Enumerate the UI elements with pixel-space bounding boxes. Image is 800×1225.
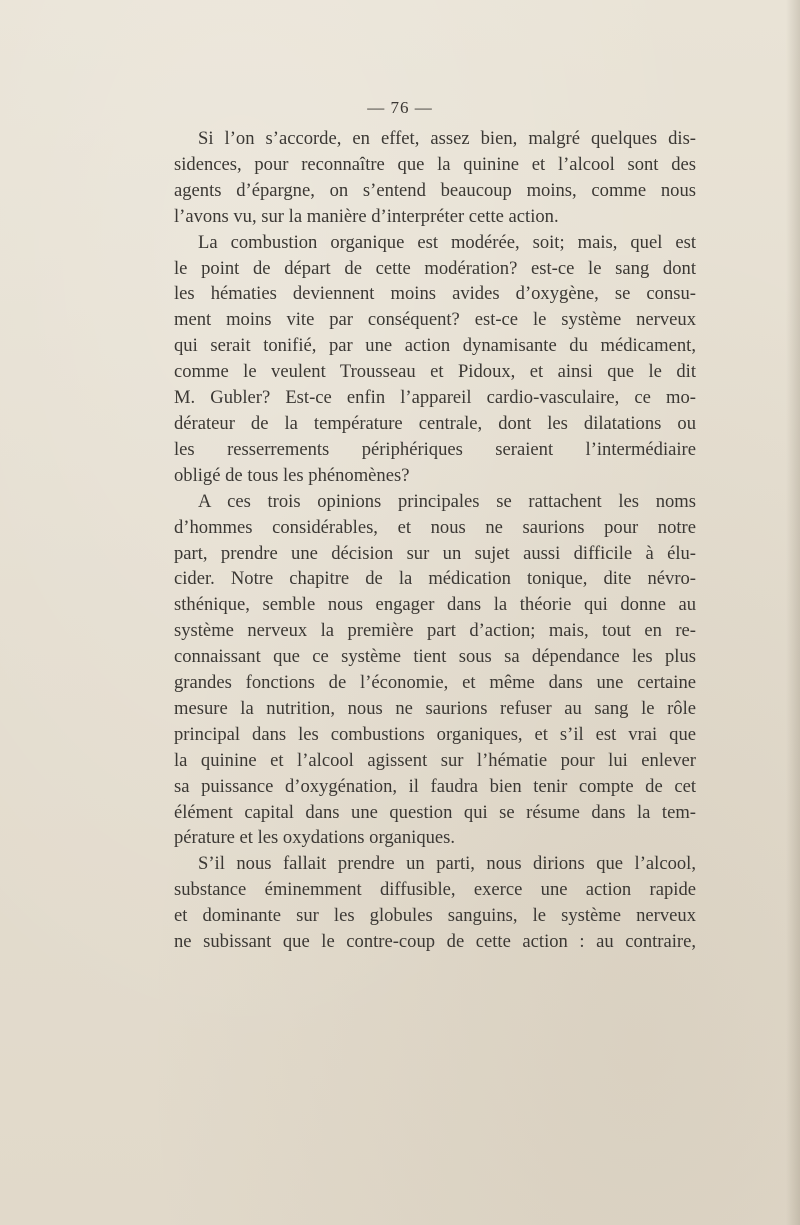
text-line: et dominante sur les globules sanguins, le système nerveux bbox=[174, 905, 696, 927]
text-line: S’il nous fallait prendre un parti, nous dirions que l’alcool, bbox=[198, 853, 696, 875]
text-line: la quinine et l’alcool agissent sur l’hématie pour lui enlever bbox=[174, 749, 696, 771]
text-line: grandes fonctions de l’économie, et même dans une certaine bbox=[174, 672, 696, 694]
text-line: connaissant que ce système tient sous sa dépendance les plus bbox=[174, 646, 696, 668]
text-line: dérateur de la température centrale, dont les dilatations ou bbox=[174, 412, 696, 434]
text-line: agents d’épargne, on s’entend beaucoup moins, comme nous bbox=[174, 179, 696, 201]
paragraph-4 bbox=[174, 851, 696, 955]
paragraph-2 bbox=[174, 230, 696, 489]
body-text bbox=[174, 126, 696, 955]
page-edge-shadow bbox=[786, 0, 800, 1225]
text-line: substance éminemment diffusible, exerce une action rapide bbox=[174, 879, 696, 901]
text-line: comme le veulent Trousseau et Pidoux, et ainsi que le dit bbox=[174, 361, 696, 383]
text-line: mesure la nutrition, nous ne saurions refuser au sang le rôle bbox=[174, 697, 696, 719]
text-line: ne subissant que le contre-coup de cette action : au contraire, bbox=[174, 931, 696, 953]
text-line: A ces trois opinions principales se rattachent les noms bbox=[198, 490, 696, 512]
text-line: pérature et les oxydations organiques. bbox=[174, 827, 456, 849]
text-line: M. Gubler? Est-ce enfin l’appareil cardio-vasculaire, ce mo- bbox=[174, 387, 696, 409]
text-line: part, prendre une décision sur un sujet aussi difficile à élu- bbox=[174, 542, 696, 564]
text-line: système nerveux la première part d’action; mais, tout en re- bbox=[174, 620, 696, 642]
text-line: qui serait tonifié, par une action dynamisante du médicament, bbox=[174, 335, 696, 357]
text-line: La combustion organique est modérée, soit; mais, quel est bbox=[198, 231, 696, 253]
text-line: Si l’on s’accorde, en effet, assez bien, malgré quelques dis- bbox=[198, 128, 696, 149]
text-line: ment moins vite par conséquent? est-ce le système nerveux bbox=[174, 309, 696, 331]
text-line: les resserrements périphériques seraient l’intermédiaire bbox=[174, 438, 696, 460]
text-line: sidences, pour reconnaître que la quinine et l’alcool sont des bbox=[174, 153, 696, 175]
text-line: principal dans les combustions organiques, et s’il est vrai que bbox=[174, 723, 696, 745]
paragraph-1 bbox=[174, 126, 696, 230]
text-line: le point de départ de cette modération? est-ce le sang dont bbox=[174, 257, 696, 279]
text-line: obligé de tous les phénomènes? bbox=[174, 464, 410, 486]
paragraph-3 bbox=[174, 489, 696, 852]
text-line: l’avons vu, sur la manière d’interpréter cette action. bbox=[174, 205, 559, 227]
text-line: sa puissance d’oxygénation, il faudra bien tenir compte de cet bbox=[174, 775, 696, 797]
page-number: — 76 — bbox=[367, 98, 433, 117]
text-line: sthénique, semble nous engager dans la théorie qui donne au bbox=[174, 594, 696, 616]
text-line: cider. Notre chapitre de la médication tonique, dite névro- bbox=[174, 568, 696, 590]
text-line: d’hommes considérables, et nous ne saurions pour notre bbox=[174, 516, 696, 538]
text-line: les hématies deviennent moins avides d’oxygène, se consu- bbox=[174, 283, 696, 305]
text-line: élément capital dans une question qui se résume dans la tem- bbox=[174, 801, 696, 823]
